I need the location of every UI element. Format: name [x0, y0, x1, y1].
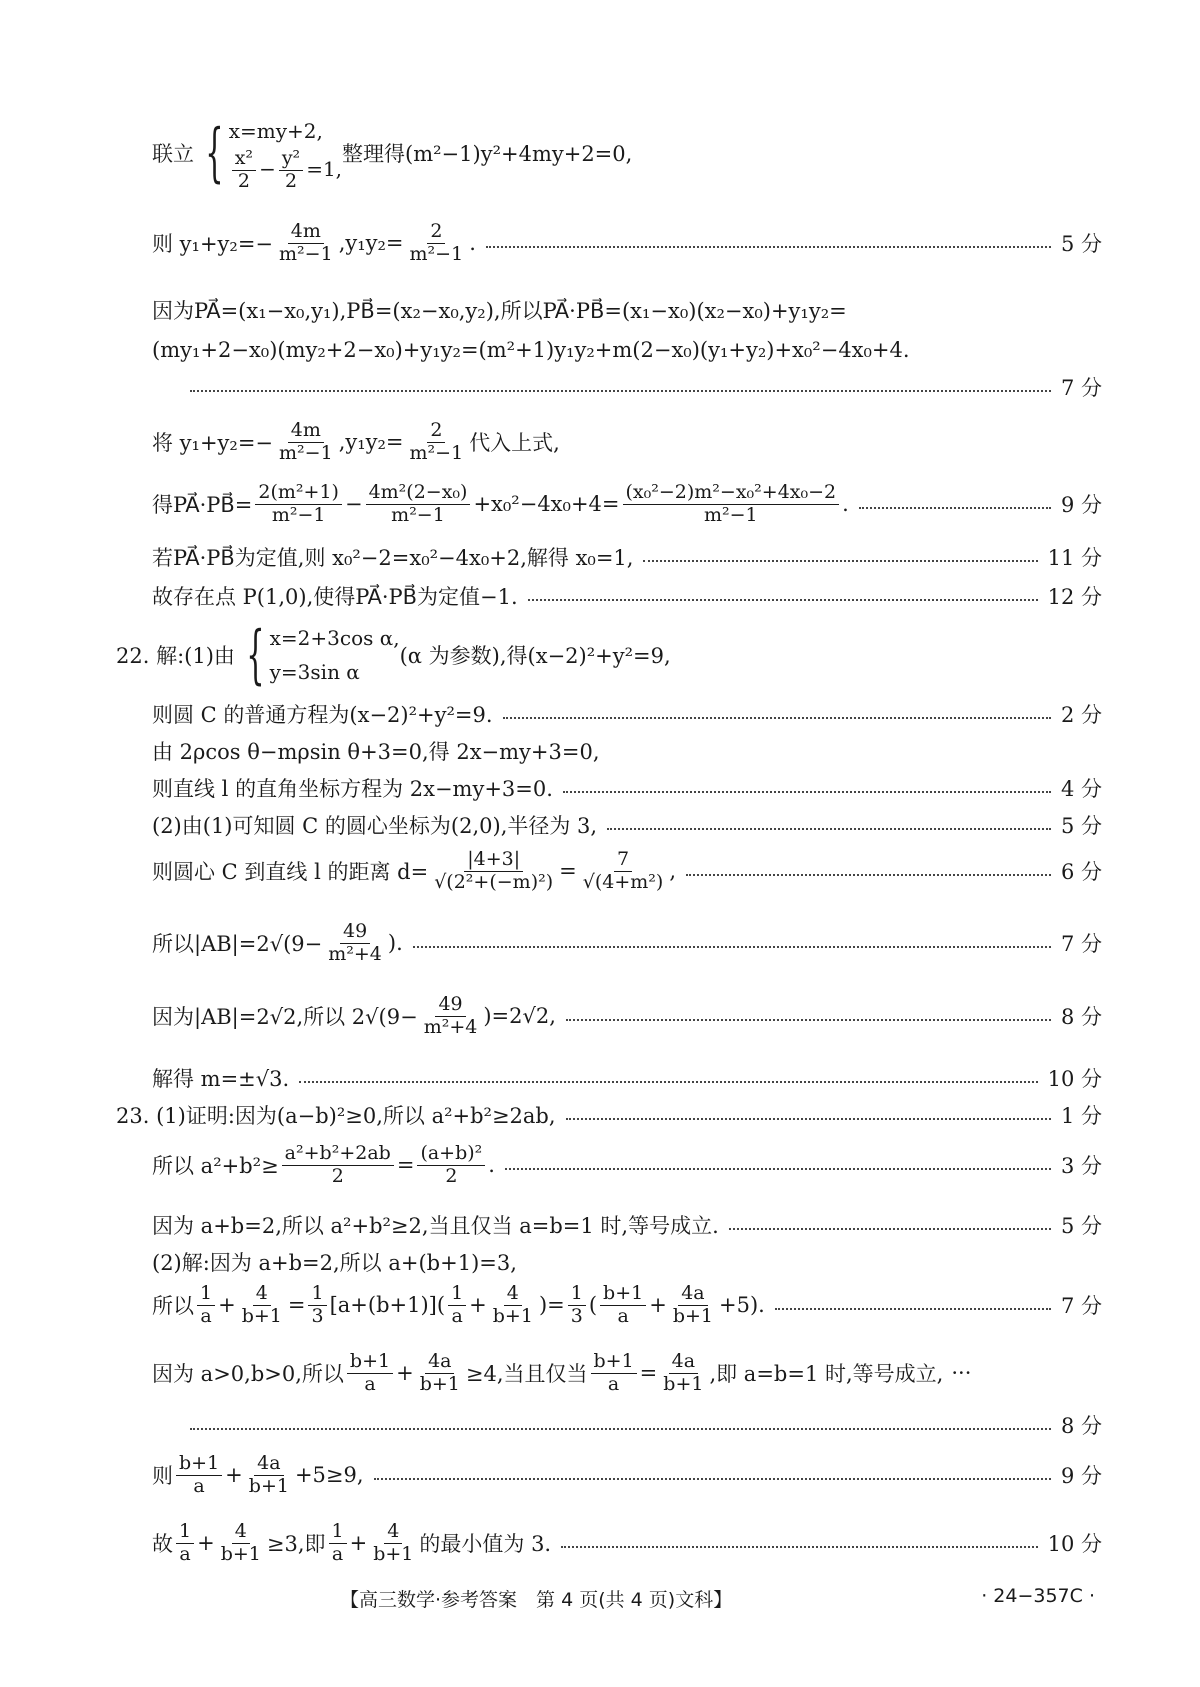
dot-product-line: 因为PA⃗=(x₁−x₀,y₁),PB⃗=(x₂−x₀,y₂),所以PA⃗·PB⃗=(x₁−x₀)(x₂−x₀)+y₁y₂=	[152, 299, 847, 323]
inequality-line: 所以 a²+b²≥ $\frac{\text{a²+b²+2ab}}{2}$ = $\frac{\text{(a+b)²}}{2}$ . 3 分	[152, 1141, 1102, 1187]
expansion-line: (my₁+2−x₀)(my₂+2−x₀)+y₁y₂=(m²+1)y₁y₂+m(2−x₀)(y₁+y₂)+x₀²−4x₀+4.	[152, 338, 910, 362]
leader-dots	[563, 791, 1051, 793]
leader-dots	[413, 946, 1051, 948]
score: 12 分	[1047, 585, 1102, 609]
system-eq-2: $\frac{\text{x²}}{2}$ − $\frac{\text{y²}}{2}$ =1,	[229, 148, 342, 193]
leader-dots	[561, 1546, 1037, 1548]
score: 8 分	[1060, 1414, 1102, 1438]
text: 联立	[152, 142, 194, 166]
leader-dots	[505, 1168, 1051, 1170]
leader-dots	[859, 507, 1051, 509]
q23-start-line: 23. (1)证明:因为(a−b)²≥0,所以 a²+b²≥2ab, 1 分	[116, 1095, 1102, 1135]
score: 5 分	[1060, 1214, 1102, 1238]
distance-line: 则圆心 C 到直线 l 的距离 d= $\frac{|4+3|}{\text{√(2²+(−m)²)}}$ = $\frac{7}{\text{√(4+m²)}}$ , 6 分	[152, 847, 1102, 893]
score: 8 分	[1060, 1005, 1102, 1029]
q22-start-line: 22. 解:(1)由 { x=2+3cos α, y=3sin α (α 为参数),得(x−2)²+y²=9,	[116, 618, 671, 692]
leader-dots	[528, 599, 1038, 601]
score: 11 分	[1047, 546, 1102, 570]
score: 5 分	[1060, 814, 1102, 838]
score: 6 分	[1060, 860, 1102, 884]
score: 3 分	[1060, 1154, 1102, 1178]
leader-dots	[729, 1228, 1051, 1230]
expansion-sum-line: 所以 $\frac{1}{a}$ + $\frac{4}{b+1}$ = $\frac{1}{3}$ [a+(b+1)]( $\frac{1}{a}$ + $\frac{4}{b+1}$ )= $\frac{1}{3}$ ( $\frac{b+1}{a}$ + $\frac{4a}{b+1}$ +5). 7 分	[152, 1281, 1102, 1327]
polar-line: 由 2ρcos θ−mρsin θ+3=0,得 2x−my+3=0,	[152, 740, 600, 764]
score: 9 分	[1060, 493, 1102, 517]
substitute-line: 将 y₁+y₂=− $\frac{4m}{\text{m²−1}}$ ,y₁y₂= $\frac{2}{\text{m²−1}}$ 代入上式,	[152, 418, 560, 464]
score: 10 分	[1047, 1532, 1102, 1556]
sum-bound-line: 则 $\frac{b+1}{a}$ + $\frac{4a}{b+1}$ +5≥9, 9 分	[152, 1451, 1102, 1497]
parametric-system: { x=2+3cos α, y=3sin α	[246, 618, 400, 692]
leader-dots	[299, 1081, 1037, 1083]
center-radius-line: (2)由(1)可知圆 C 的圆心坐标为(2,0),半径为 3, 5 分	[152, 805, 1102, 845]
score: 4 分	[1060, 777, 1102, 801]
leader-dots	[374, 1478, 1051, 1480]
score-line	[190, 1405, 1102, 1445]
leader-dots	[503, 717, 1051, 719]
left-brace-icon: {	[246, 618, 265, 692]
circle-equation-line: 则圆 C 的普通方程为(x−2)²+y²=9. 2 分	[152, 694, 1102, 734]
result-expression-line: 得PA⃗·PB⃗= $\frac{\text{2(m²+1)}}{\text{m²−1}}$ − $\frac{\text{4m²(2−x₀)}}{\text{m²−1}}$ +x₀²−4x₀+4= $\frac{\text{(x₀²−2)m²−x₀²+4x₀−2}}{\text{m²−1}}$ . 9 分	[152, 480, 1102, 526]
part2-start-line: (2)解:因为 a+b=2,所以 a+(b+1)=3,	[152, 1251, 517, 1275]
score: 10 分	[1047, 1067, 1102, 1091]
chord-length-line: 所以|AB|=2√(9− $\frac{49}{\text{m²+4}}$ ). 7 分	[152, 919, 1102, 965]
leader-dots	[486, 246, 1051, 248]
line-equation-line: 则直线 l 的直角坐标方程为 2x−my+3=0. 4 分	[152, 768, 1102, 808]
leader-dots	[607, 828, 1051, 830]
text: 整理得(m²−1)y²+4my+2=0,	[342, 142, 633, 166]
am-gm-line: 因为 a>0,b>0,所以 $\frac{b+1}{a}$ + $\frac{4a}{b+1}$ ≥4,当且仅当 $\frac{b+1}{a}$ = $\frac{4a}{b+1}$ ,即 a=b=1 时,等号成立, ···	[152, 1349, 972, 1395]
system-eq-1: x=my+2,	[228, 118, 323, 143]
page-footer	[0, 1585, 1200, 1615]
leader-dots	[566, 1019, 1051, 1021]
score: 7 分	[1060, 376, 1102, 400]
question-number: 22. 解:(1)由	[116, 644, 235, 668]
leader-dots	[775, 1308, 1051, 1310]
minimum-value-line: 故 $\frac{1}{a}$ + $\frac{4}{b+1}$ ≥3,即 $\frac{1}{a}$ + $\frac{4}{b+1}$ 的最小值为 3. 10 分	[152, 1519, 1102, 1565]
leader-dots	[190, 390, 1051, 392]
leader-dots	[686, 874, 1051, 876]
score: 7 分	[1060, 932, 1102, 956]
vieta-line: 则 y₁+y₂=− $\frac{4m}{\text{m²−1}}$ ,y₁y₂= $\frac{2}{\text{m²−1}}$ . 5 分	[152, 219, 1102, 265]
score: 5 分	[1060, 232, 1102, 256]
equation-system	[194, 114, 342, 193]
chord-condition-line: 因为|AB|=2√2,所以 2√(9− $\frac{49}{\text{m²+4}}$ )=2√2, 8 分	[152, 992, 1102, 1038]
constant-condition-line: 若PA⃗·PB⃗为定值,则 x₀²−2=x₀²−4x₀+2,解得 x₀=1, 11 分	[152, 537, 1102, 577]
combine-system-line	[152, 116, 1102, 192]
leader-dots	[566, 1118, 1051, 1120]
score-line	[190, 367, 1102, 407]
footer-title: 【高三数学·参考答案 第 4 页(共 4 页)文科】	[340, 1589, 733, 1611]
leader-dots	[190, 1428, 1051, 1430]
solve-m-line: 解得 m=±√3. 10 分	[152, 1058, 1102, 1098]
equality-condition-line: 因为 a+b=2,所以 a²+b²≥2,当且仅当 a=b=1 时,等号成立. 5 分	[152, 1205, 1102, 1245]
score: 7 分	[1060, 1294, 1102, 1318]
score: 9 分	[1060, 1464, 1102, 1488]
score: 2 分	[1060, 703, 1102, 727]
leader-dots	[643, 560, 1037, 562]
conclusion-line: 故存在点 P(1,0),使得PA⃗·PB⃗为定值−1. 12 分	[152, 576, 1102, 616]
score: 1 分	[1060, 1104, 1102, 1128]
footer-code: · 24−357C ·	[981, 1585, 1095, 1607]
left-brace-icon: {	[205, 116, 224, 190]
